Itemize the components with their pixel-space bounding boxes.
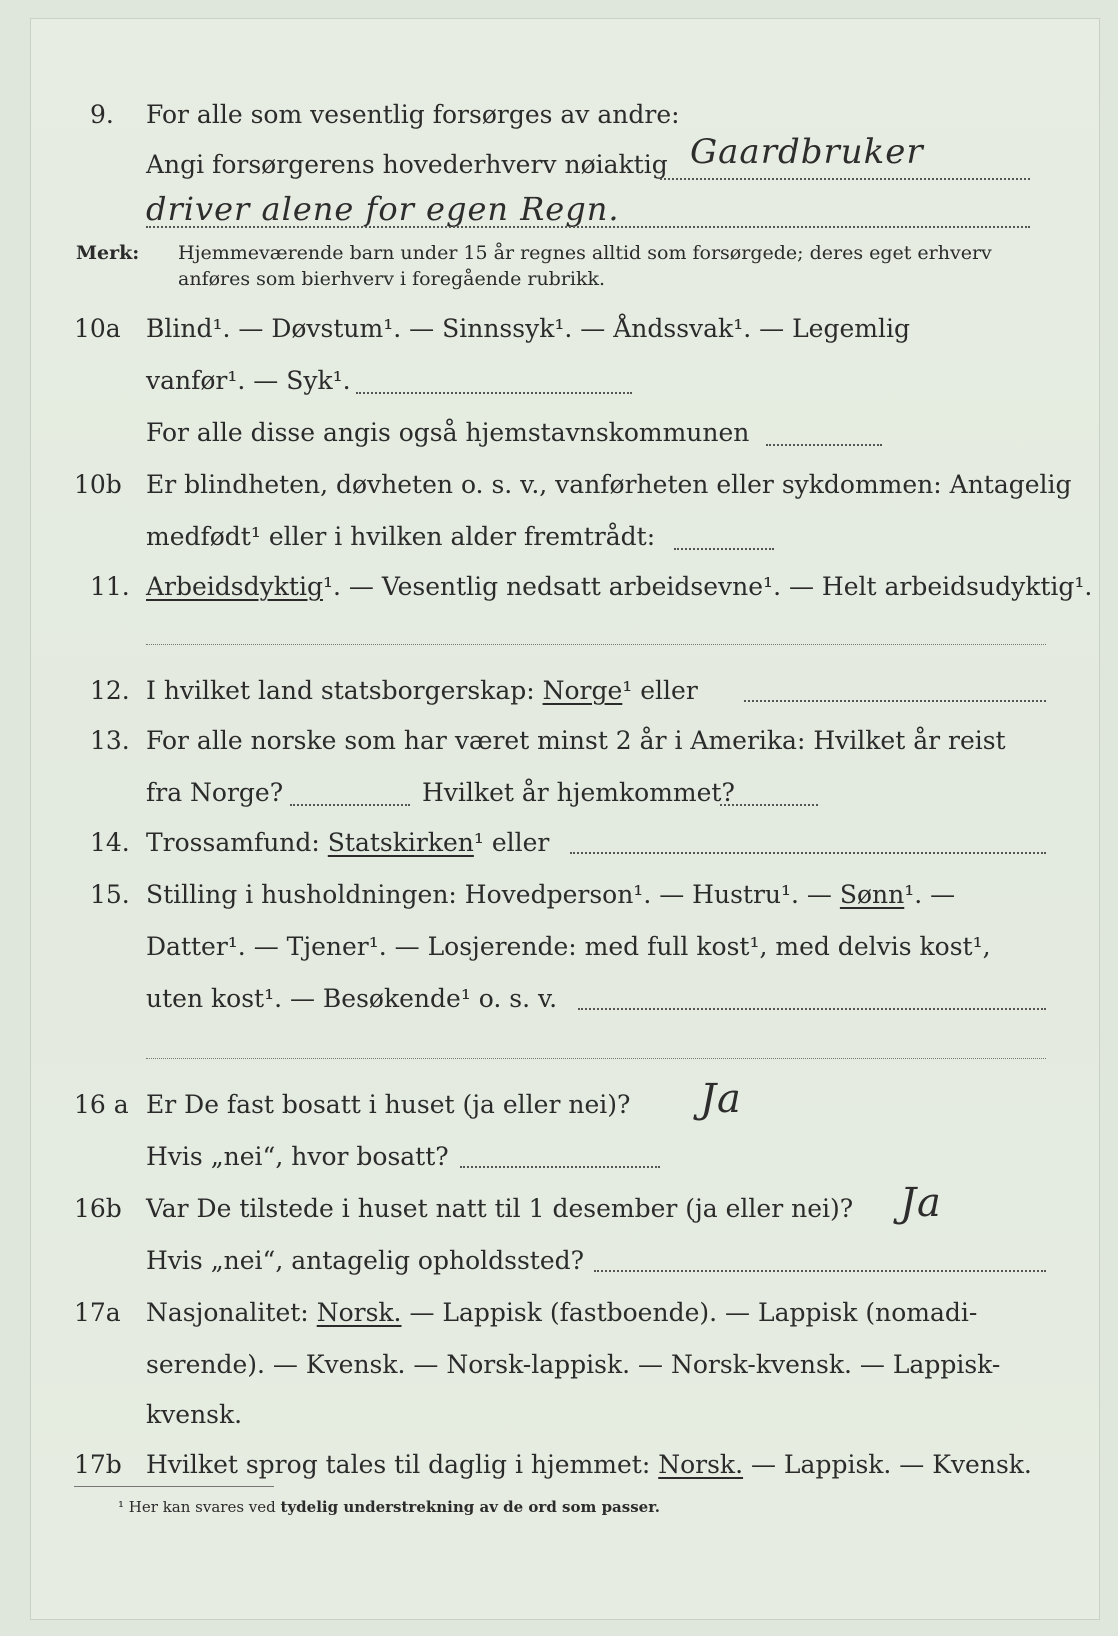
q17b-post: — Lappisk. — Kvensk. bbox=[750, 1450, 1032, 1479]
q16a-number: 16 a bbox=[74, 1090, 129, 1119]
q15-extra-line bbox=[146, 1058, 1046, 1059]
q9-line2: Angi forsørgerens hovederhverv nøiaktig bbox=[146, 150, 668, 179]
q10b-age-line bbox=[674, 548, 774, 550]
q14-underlined: Statskirken bbox=[327, 828, 474, 857]
q10a-line1: Blind¹. — Døvstum¹. — Sinnssyk¹. — Åndssvak¹. — Legemlig bbox=[146, 314, 910, 343]
q10b-line2: medfødt¹ eller i hvilken alder fremtrådt: bbox=[146, 522, 656, 551]
merk-label: Merk: bbox=[76, 242, 140, 264]
q16b-number: 16b bbox=[74, 1194, 122, 1223]
q9-handwritten-answer1: Gaardbruker bbox=[690, 132, 924, 172]
q14-pre: Trossamfund: bbox=[146, 828, 320, 857]
q12-pre: I hvilket land statsborgerskap: bbox=[146, 676, 535, 705]
q17a-underlined: Norsk. bbox=[316, 1298, 402, 1327]
q10b-number: 10b bbox=[74, 470, 122, 499]
q10a-municipality-line bbox=[766, 444, 882, 446]
q16b-line1: Var De tilstede i huset natt til 1 desember (ja eller nei)? bbox=[146, 1194, 854, 1223]
q10a-sick-line bbox=[356, 392, 632, 394]
q12-underlined: Norge bbox=[542, 676, 623, 705]
q15-line1-pre: Stilling i husholdningen: Hovedperson¹. — Hustru¹. — bbox=[146, 880, 832, 909]
q13-line1: For alle norske som har været minst 2 år i Amerika: Hvilket år reist bbox=[146, 726, 1006, 755]
q14-other-faith-line bbox=[570, 852, 1046, 854]
q16b-line2: Hvis „nei“, antagelig opholdssted? bbox=[146, 1246, 585, 1275]
q16a-line1: Er De fast bosatt i huset (ja eller nei)? bbox=[146, 1090, 631, 1119]
q17a-line3: kvensk. bbox=[146, 1400, 243, 1429]
q16a-residence-line bbox=[460, 1166, 660, 1168]
q9-answer-line2 bbox=[146, 226, 1030, 228]
q11-rest: ¹. — Vesentlig nedsatt arbeidsevne¹. — Helt arbeidsudyktig¹. bbox=[322, 572, 1093, 601]
q13-emigration-year-line bbox=[290, 804, 410, 806]
q17a-line2: serende). — Kvensk. — Norsk-lappisk. — Norsk-kvensk. — Lappisk- bbox=[146, 1350, 1001, 1379]
q10a-line2: vanfør¹. — Syk¹. bbox=[146, 366, 351, 395]
q9-answer-line1 bbox=[660, 178, 1030, 180]
q9-line1: For alle som vesentlig forsørges av andre: bbox=[146, 100, 680, 129]
q11-extra-line bbox=[146, 644, 1046, 645]
q17a-line1 bbox=[146, 1298, 977, 1328]
q17b-line bbox=[146, 1450, 1032, 1480]
q16b-handwritten-answer: Ja bbox=[900, 1180, 942, 1226]
merk-line1: Hjemmeværende barn under 15 år regnes alltid som forsørgede; deres eget erhverv bbox=[178, 242, 992, 264]
q11-line bbox=[146, 572, 1092, 602]
q14-number: 14. bbox=[90, 828, 130, 857]
q14-post: ¹ eller bbox=[473, 828, 550, 857]
q13-number: 13. bbox=[90, 726, 130, 755]
q17b-number: 17b bbox=[74, 1450, 122, 1479]
q15-other-line bbox=[578, 1008, 1046, 1010]
q15-number: 15. bbox=[90, 880, 130, 909]
q17b-pre: Hvilket sprog tales til daglig i hjemmet: bbox=[146, 1450, 651, 1479]
q15-line1 bbox=[146, 880, 955, 910]
q13-line2b: Hvilket år hjemkommet? bbox=[422, 778, 735, 807]
q12-number: 12. bbox=[90, 676, 130, 705]
q15-line3: uten kost¹. — Besøkende¹ o. s. v. bbox=[146, 984, 558, 1013]
q9-handwritten-answer2: driver alene for egen Regn. bbox=[146, 190, 620, 228]
footnote-mark: ¹ bbox=[118, 1498, 125, 1516]
merk-line2: anføres som bierhverv i foregående rubrikk. bbox=[178, 268, 606, 290]
footnote bbox=[118, 1498, 660, 1516]
q17a-post: — Lappisk (fastboende). — Lappisk (nomadi- bbox=[409, 1298, 978, 1327]
q12-post: ¹ eller bbox=[622, 676, 698, 705]
q13-return-year-line bbox=[720, 804, 818, 806]
q15-line1-post: ¹. — bbox=[904, 880, 956, 909]
q12-line bbox=[146, 676, 698, 706]
q16b-stay-line bbox=[594, 1270, 1046, 1272]
footnote-pre: Her kan svares ved bbox=[128, 1498, 276, 1516]
q17a-number: 17a bbox=[74, 1298, 121, 1327]
q10b-line1: Er blindheten, døvheten o. s. v., vanførheten eller sykdommen: Antagelig bbox=[146, 470, 1072, 499]
q16a-line2: Hvis „nei“, hvor bosatt? bbox=[146, 1142, 449, 1171]
q11-underlined: Arbeidsdyktig bbox=[146, 572, 323, 601]
q11-number: 11. bbox=[90, 572, 130, 601]
q17b-underlined: Norsk. bbox=[658, 1450, 744, 1479]
q17a-pre: Nasjonalitet: bbox=[146, 1298, 309, 1327]
q9-number: 9. bbox=[90, 100, 114, 129]
q10a-number: 10a bbox=[74, 314, 121, 343]
q14-line bbox=[146, 828, 549, 858]
q16a-handwritten-answer: Ja bbox=[700, 1076, 742, 1122]
q12-other-country-line bbox=[744, 700, 1046, 702]
footnote-rule bbox=[74, 1486, 274, 1487]
q15-underlined: Sønn bbox=[839, 880, 905, 909]
footnote-bold: tydelig understrekning av de ord som passer. bbox=[280, 1498, 660, 1516]
q15-line2: Datter¹. — Tjener¹. — Losjerende: med full kost¹, med delvis kost¹, bbox=[146, 932, 991, 961]
q13-line2a: fra Norge? bbox=[146, 778, 284, 807]
q10a-line3: For alle disse angis også hjemstavnskommunen bbox=[146, 418, 750, 447]
